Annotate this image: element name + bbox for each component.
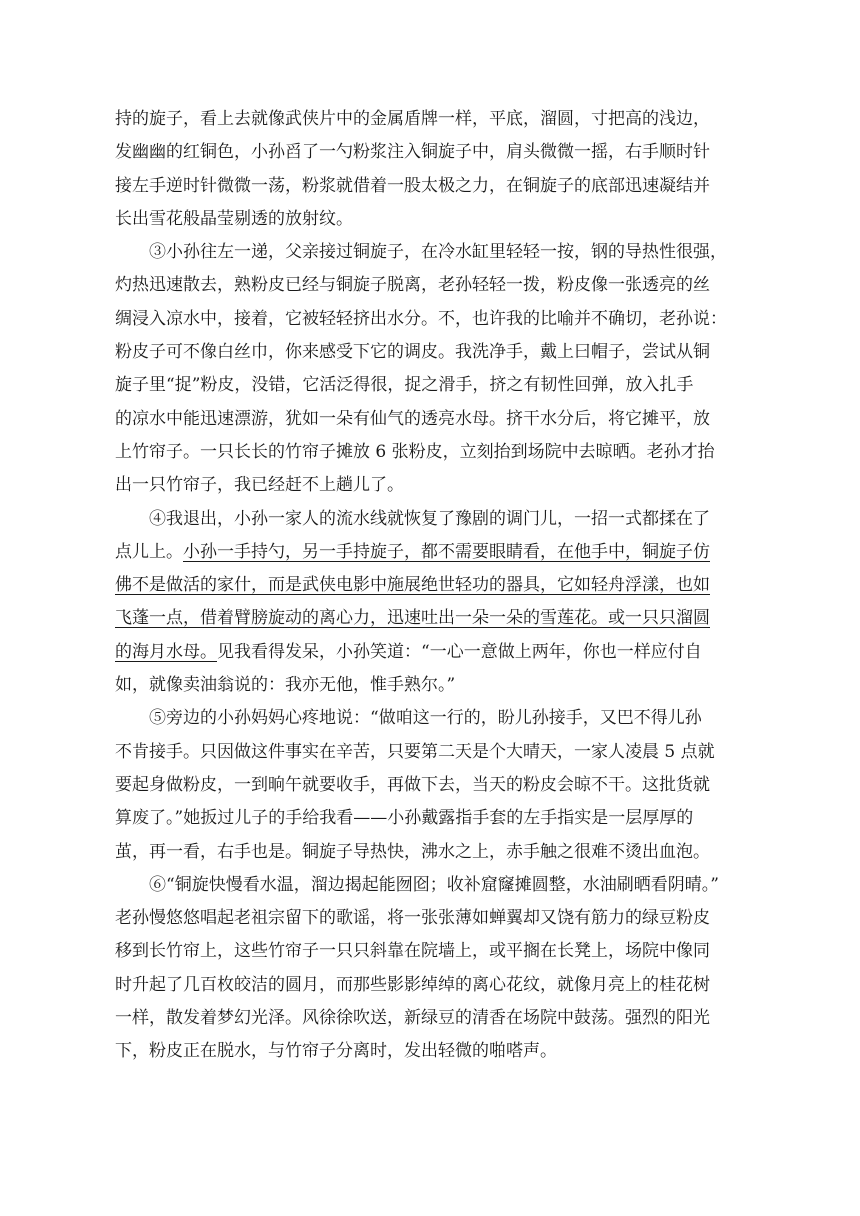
- paragraph-3: [115, 236, 755, 502]
- text-line: [115, 802, 755, 835]
- text-line: [115, 503, 755, 536]
- text-run: 上竹帘子。一只长长的竹帘子摊放 6 张粉皮，立刻抬到场院中去晾晒。老孙才抬: [115, 441, 715, 462]
- text-line: [115, 536, 755, 569]
- paragraph-4: [115, 503, 755, 703]
- text-line: [115, 469, 755, 502]
- text-line: [115, 569, 755, 602]
- underlined-passage: 的海月水母。: [115, 641, 217, 662]
- text-line: [115, 436, 755, 469]
- text-line: [115, 236, 755, 269]
- text-line: [115, 203, 755, 236]
- text-run: 旋子里“捉”粉皮，没错，它活泛得很，捉之滑手，挤之有韧性回弹，放入扎手: [115, 375, 694, 396]
- text-line: [115, 1002, 755, 1035]
- text-run: 算废了。”她扳过儿子的手给我看——小孙戴露指手套的左手指实是一层厚厚的: [115, 808, 694, 829]
- text-line: [115, 902, 755, 935]
- text-run: ⑤旁边的小孙妈妈心疼地说：“做咱这一行的，盼儿孙接手，又巴不得儿孙: [115, 708, 702, 729]
- text-run: 茧，再一看，右手也是。铜旋子导热快，沸水之上，赤手触之很难不烫出血泡。: [115, 841, 710, 862]
- text-run: 出一只竹帘子，我已经赶不上趟儿了。: [115, 475, 404, 496]
- text-run: 不肯接手。只因做这件事实在辛苦，只要第二天是个大晴天，一家人凌晨 5 点就: [115, 741, 715, 762]
- text-line: [115, 269, 755, 302]
- text-line: [115, 170, 755, 203]
- paragraph-6: [115, 869, 755, 1069]
- text-line: [115, 969, 755, 1002]
- text-run: 持的旋子，看上去就像武侠片中的金属盾牌一样，平底，溜圆，寸把高的浅边，: [115, 109, 710, 129]
- text-run: 移到长竹帘上，这些竹帘子一只只斜靠在院墙上，或平搁在长凳上，场院中像同: [115, 941, 710, 962]
- text-run: 的凉水中能迅速漂游，犹如一朵有仙气的透亮水母。挤干水分后，将它摊平，放: [115, 408, 710, 429]
- text-line: [115, 103, 755, 136]
- text-run: 粉皮子可不像白丝巾，你来感受下它的调皮。我洗净手，戴上曰帽子，尝试从铜: [115, 342, 710, 363]
- text-line: [115, 336, 755, 369]
- text-line: [115, 669, 755, 702]
- text-run: 下，粉皮正在脱水，与竹帘子分离时，发出轻微的啪嗒声。: [115, 1041, 557, 1062]
- text-run: 时升起了几百枚皎洁的圆月，而那些影影绰绰的离心花纹，就像月亮上的桂花树: [115, 974, 710, 995]
- paragraph-5: [115, 702, 755, 868]
- text-run: 老孙慢悠悠唱起老祖宗留下的歌谣，将一张张薄如蝉翼却又饶有筋力的绿豆粉皮: [115, 908, 710, 929]
- text-run: 长出雪花般晶莹剔透的放射纹。: [115, 208, 353, 229]
- text-line: [115, 636, 755, 669]
- text-line: [115, 136, 755, 169]
- text-line: [115, 869, 755, 902]
- text-run: ④我退出，小孙一家人的流水线就恢复了豫剧的调门儿，一招一式都揉在了: [115, 508, 710, 529]
- text-run: 点儿上。: [115, 541, 183, 562]
- text-run: 绸浸入凉水中，接着，它被轻轻挤出水分。不，也许我的比喻并不确切，老孙说：: [115, 308, 727, 329]
- underlined-passage: 佛不是做活的家什，而是武侠电影中施展绝世轻功的器具，它如轻舟浮漾，也如: [115, 575, 710, 596]
- text-run: 接左手逆时针微微一荡，粉浆就借着一股太极之力，在铜旋子的底部迅速凝结并: [115, 175, 710, 196]
- text-run: 灼热迅速散去，熟粉皮已经与铜旋子脱离，老孙轻轻一拨，粉皮像一张透亮的丝: [115, 275, 710, 296]
- text-run: 见我看得发呆，小孙笑道：“一心一意做上两年，你也一样应付自: [217, 641, 702, 662]
- text-line: [115, 303, 755, 336]
- text-line: [115, 369, 755, 402]
- underlined-passage: 小孙一手持勺，另一手持旋子，都不需要眼睛看，在他手中，铜旋子仿: [183, 541, 710, 562]
- text-run: ⑥“铜旋快慢看水温，溜边揭起能囫囵；收补窟窿摊圆整，水油刷晒看阴晴。”: [115, 874, 719, 895]
- text-line: [115, 702, 755, 735]
- text-run: 发幽幽的红铜色，小孙舀了一勺粉浆注入铜旋子中，肩头微微一摇，右手顺时针: [115, 142, 710, 163]
- article-body: [115, 103, 755, 1069]
- text-line: [115, 836, 755, 869]
- text-run: 如，就像卖油翁说的：我亦无他，惟手熟尔。”: [115, 675, 456, 696]
- paragraph-continued: [115, 103, 755, 236]
- text-line: [115, 1035, 755, 1068]
- text-run: 一样，散发着梦幻光泽。风徐徐吹送，新绿豆的清香在场院中鼓荡。强烈的阳光: [115, 1008, 710, 1029]
- text-line: [115, 935, 755, 968]
- text-run: 要起身做粉皮，一到晌午就要收手，再做下去，当天的粉皮会晾不干。这批货就: [115, 774, 710, 795]
- underlined-passage: 飞蓬一点，借着臂膀旋动的离心力，迅速吐出一朵一朵的雪莲花。或一只只溜圆: [115, 608, 710, 629]
- text-line: [115, 403, 755, 436]
- text-run: ③小孙往左一递，父亲接过铜旋子，在冷水缸里轻轻一按，钢的导热性很强，: [115, 242, 727, 263]
- text-line: [115, 769, 755, 802]
- text-line: [115, 602, 755, 635]
- text-line: [115, 736, 755, 769]
